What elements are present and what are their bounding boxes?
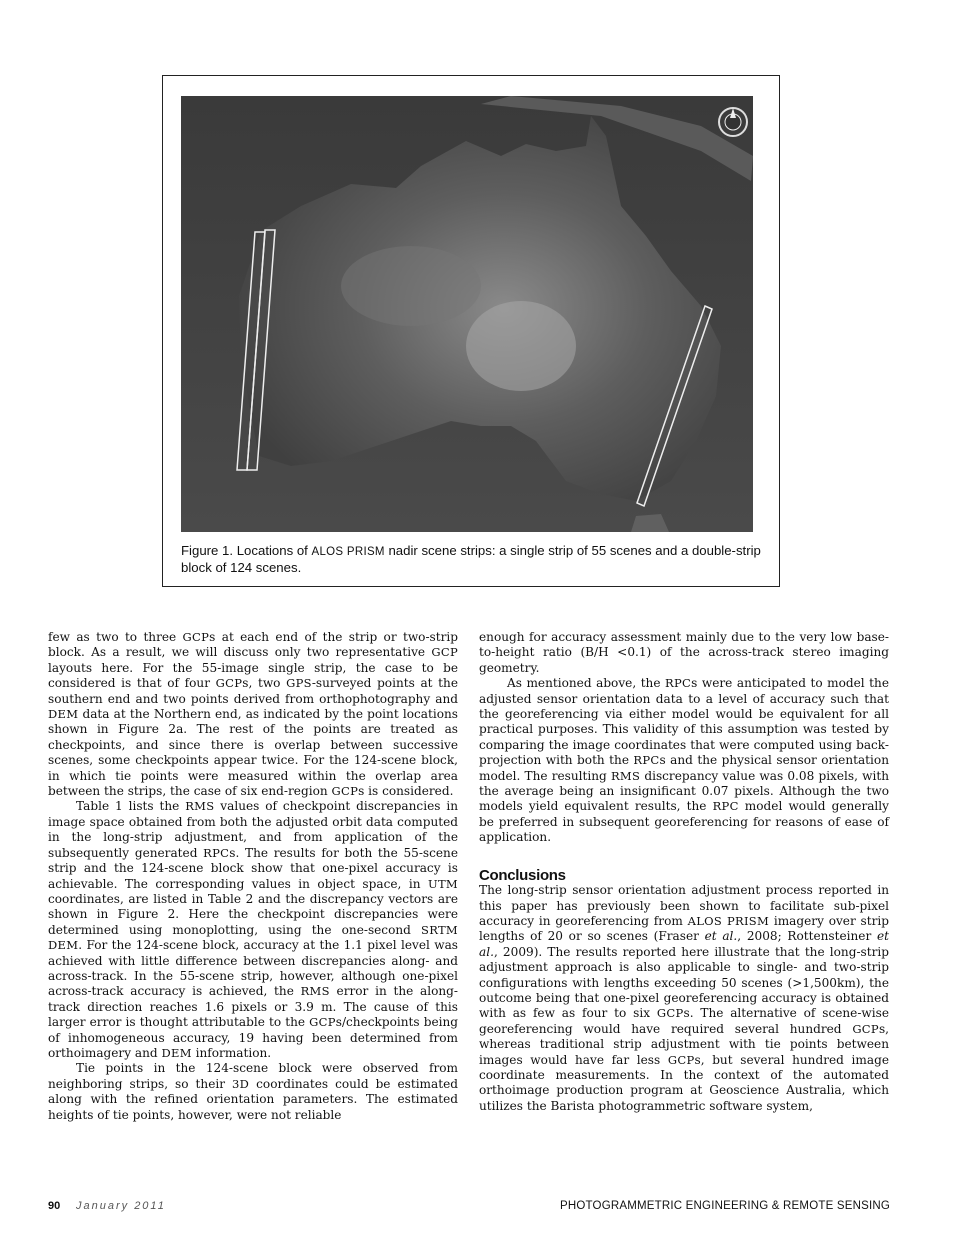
text-run: s at each end of the strip or two-strip block. As a result, we will discuss only two representative (48, 630, 458, 660)
conclusions-heading: Conclusions (479, 866, 566, 884)
text-run: s is considered. (358, 784, 454, 799)
text-run: information. (191, 1045, 272, 1060)
acronym: RMS (185, 799, 215, 814)
acronym: RPC (203, 845, 230, 860)
acronym: GCP (852, 1021, 879, 1036)
text-run: Tie points in the 124-scene block were observed from neighboring strips, so their (48, 1061, 458, 1091)
text-run: error in the along-track direction reaches 1.6 pixels or 3.9 m. The cause of this larger error is thought attributable to the (48, 984, 458, 1030)
text-run: The long-strip sensor orientation adjustment process reported in this paper has previously been shown to facilitate sub-pixel accuracy in georeferencing from (479, 883, 889, 928)
caption-sensor-name: ALOS PRISM (311, 546, 385, 558)
paragraph (48, 1061, 458, 1123)
conclusions-body (479, 883, 889, 1114)
text-run: s, whereas traditional strip adjustment with tie points between images would have far less (479, 1021, 889, 1067)
acronym: GCP (667, 1052, 695, 1067)
acronym: UTM (427, 876, 458, 891)
text-run: coordinates, are listed in Table 2 and the discrepancy vectors are shown in Figure 2. Here the checkpoint discrepancies were determined using monoplotting, using the one-second (48, 891, 458, 937)
text-run: s. The alternative of scene-wise georeferencing would have required several hundred (479, 1006, 889, 1036)
figure-caption (181, 543, 761, 576)
acronym: DEM (161, 1045, 192, 1060)
caption-text-2: nadir scene strips: a single strip of 55 scenes and a double-strip block of 124 scenes. (181, 543, 761, 575)
text-run: model would generally be preferred in subsequent georeferencing for reasons of ease of application. (479, 799, 889, 845)
paragraph (479, 676, 889, 845)
acronym: GCP (331, 784, 359, 799)
text-run: s. The results for both the 55-scene strip and the 124-scene block show that one-pixel accuracy is achievable. The corresponding values in object space, in (48, 845, 459, 891)
text-run: Table 1 lists the (76, 799, 186, 814)
acronym: RPC (665, 676, 692, 691)
acronym: GCP (431, 645, 458, 660)
acronym: GCP (309, 1015, 336, 1030)
text-run: discrepancy value was 0.08 pixels, with the average being an insignificant 0.07 pixels. Although the two models yield equivalent results, the (479, 768, 889, 814)
text-run: coordinates could be estimated along with the refined orientation parameters. The estimated heights of tie points, however, were not reliable (48, 1076, 458, 1122)
paragraph (48, 799, 458, 1061)
paragraph (479, 630, 889, 676)
acronym: GPS (286, 676, 312, 691)
figure-1 (162, 75, 780, 587)
acronym: RMS (610, 768, 641, 783)
text-run: s/checkpoints being of inhomogeneous accuracy, 19 having been determined from orthoimagery and (48, 1015, 458, 1060)
australia-satellite-map (181, 96, 753, 532)
text-run: s, two (242, 676, 287, 691)
caption-text-1: Locations of (236, 543, 312, 558)
acronym: 3D (232, 1076, 250, 1091)
acronym: GCP (182, 630, 210, 644)
text-run: enough for accuracy assessment mainly due to the very low base-to-height ratio (B/H <0.1) of the across-track stereo imaging geometry. (479, 630, 889, 675)
text-run: values of checkpoint discrepancies in image space obtained from both the adjusted orbit data computed in the long-strip adjustment, and from application of the subsequently generated (48, 799, 458, 860)
issue-date: January 2011 (76, 1200, 166, 1212)
text-run: , 2009). The results reported here illustrate that the long-strip adjustment approach is also applicable to single- and two-strip configurations with lengths exceeding 50 scenes (>1,500km), the outcome being that one-pixel georeferencing accuracy is obtained with as few as four to six (479, 944, 889, 1021)
acronym: RPC (633, 753, 660, 768)
acronym: DEM (48, 707, 79, 722)
text-run: , 2008; Rottensteiner (737, 929, 877, 944)
right-column (479, 630, 889, 1114)
text-run: As mentioned above, the (507, 676, 666, 691)
page-number: 90 (48, 1200, 61, 1212)
journal-title: PHOTOGRAMMETRIC ENGINEERING & REMOTE SENSING (560, 1200, 890, 1212)
text-run: layouts here. For the 55-image single strip, the case to be considered is that of four (48, 660, 458, 691)
left-column (48, 630, 458, 1123)
acronym: GCP (215, 676, 243, 691)
paragraph (479, 883, 889, 1114)
text-run: -surveyed points at the southern end and two points derived from orthophotography and (48, 676, 458, 706)
right-column-intro (479, 630, 889, 846)
text-run: et al. (479, 929, 889, 959)
text-run: few as two to three (48, 630, 183, 644)
text-run: . For the 124-scene block, accuracy at the 1.1 pixel level was achieved with little difference between discrepancies along- and across-track. In the 55-scene strip, however, although one-pixel across-track accuracy is achieved, the (48, 938, 458, 999)
text-run: s and the physical sensor orientation model. The resulting (479, 753, 889, 783)
text-run: data at the Northern end, as indicated by the point locations shown in Figure 2a. The rest of the points are treated as checkpoints, and since there is overlap between successive scenes, some checkpoints appear twice. For the 124-scene block, in which tie points were measured within the overlap area between the strips, the case of six end-region (48, 707, 458, 799)
text-run: s were anticipated to model the adjusted sensor orientation data to a level of accuracy such that the georeferencing via either model would be equivalent for all practical purposes. This validity of this assumption was tested by comparing the image coordinates that were computed using back-projection with both the (479, 676, 889, 768)
acronym: SRTM DEM (48, 922, 458, 953)
text-run: s, but several hundred image coordinate measurements. In the context of the automated orthoimage production program at Geoscience Australia, which utilizes the Barista photogrammetric software system, (479, 1052, 889, 1113)
figure-label: Figure 1. (181, 543, 234, 558)
text-run: et al. (704, 929, 738, 944)
acronym: GCP (656, 1006, 684, 1021)
text-run: imagery over strip lengths of 20 or so scenes (Fraser (479, 913, 889, 944)
paragraph (48, 630, 458, 799)
acronym: RPC (712, 799, 739, 814)
acronym: RMS (300, 984, 330, 999)
acronym: ALOS PRISM (687, 913, 770, 928)
